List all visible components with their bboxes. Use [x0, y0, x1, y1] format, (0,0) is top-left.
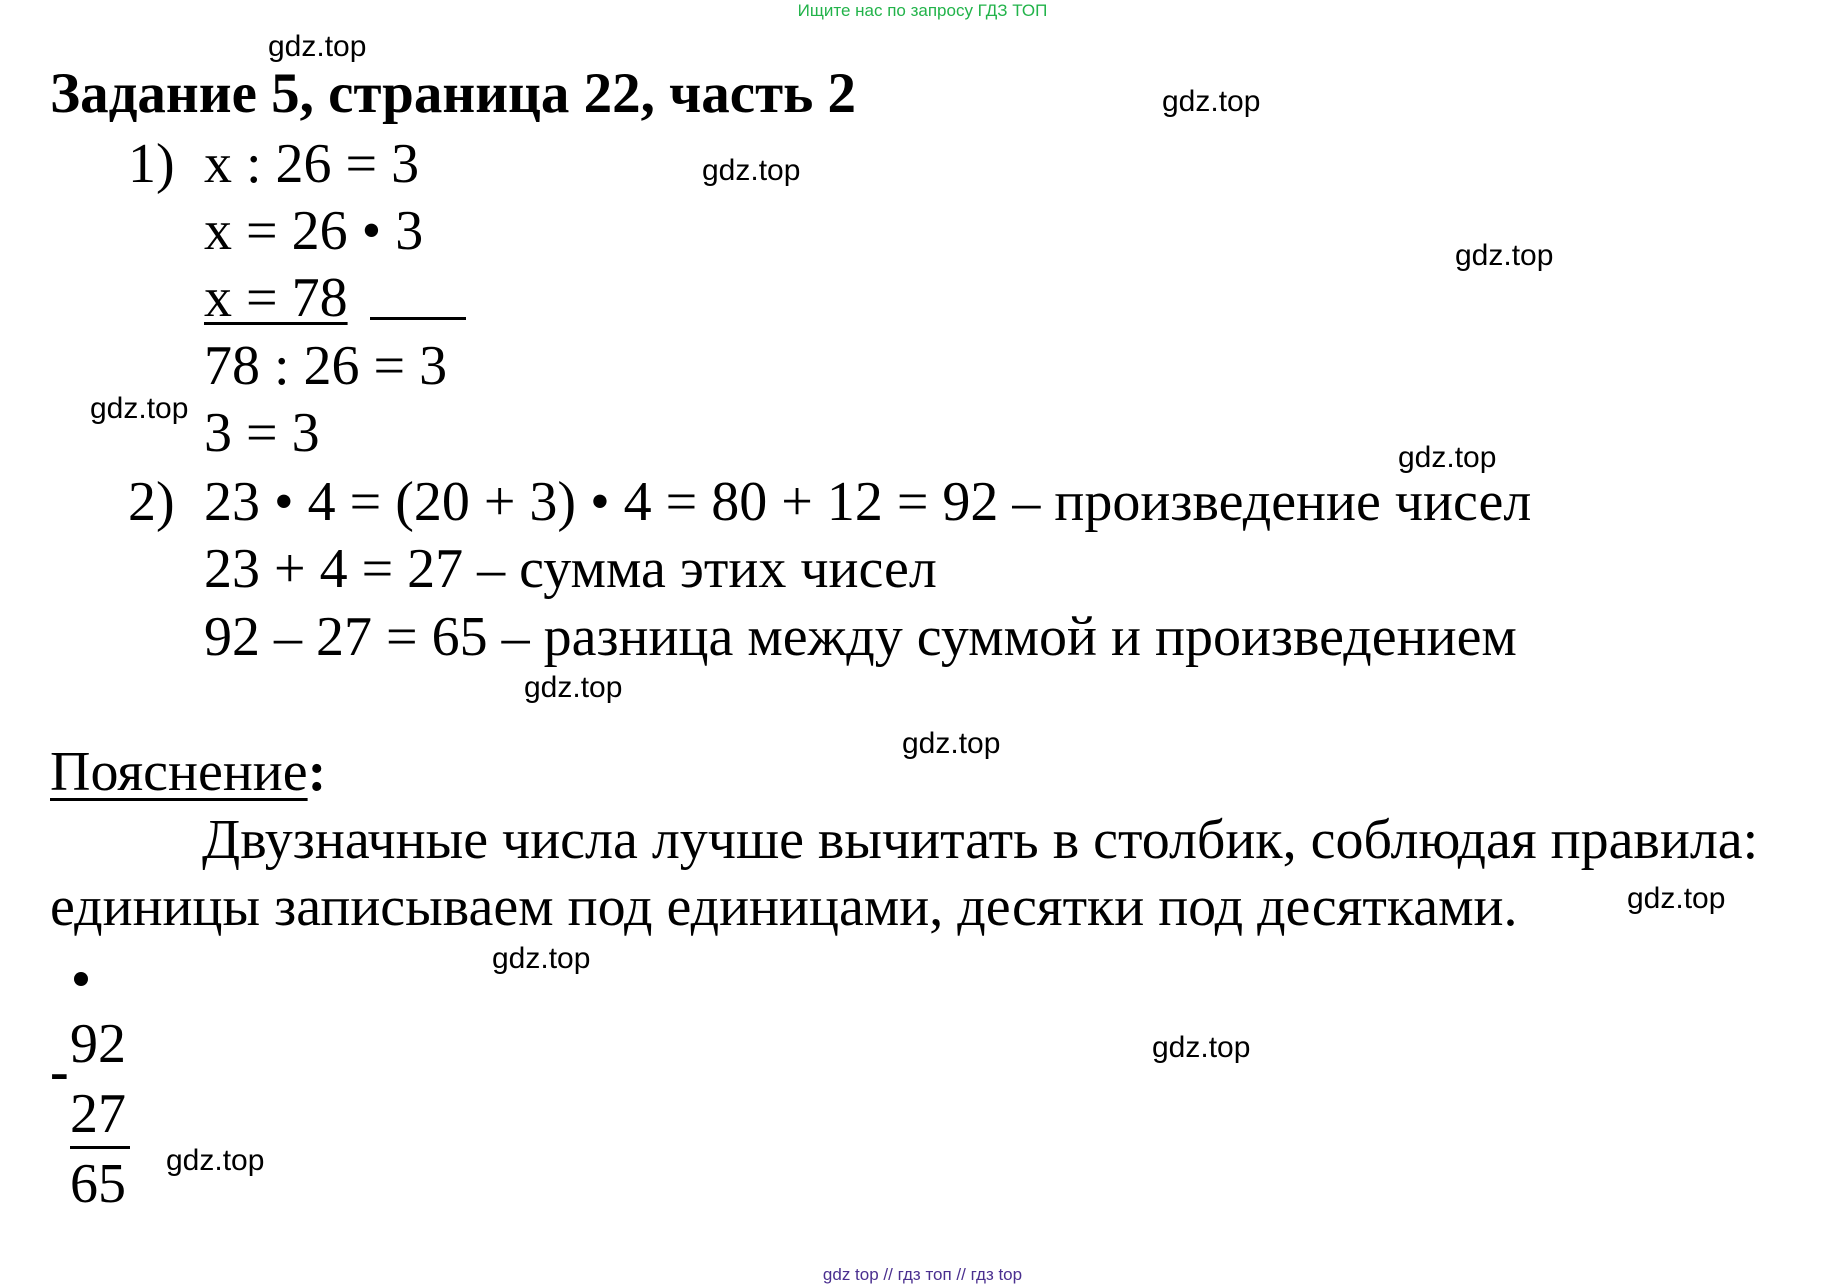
watermark-text: gdz.top [902, 727, 1001, 760]
part1-line-2: x = 26 • 3 [204, 200, 424, 262]
explanation-line-2: единицы записываем под единицами, десятки под десятками. [50, 876, 1518, 938]
part1-marker: 1) [128, 133, 175, 195]
part1-line-1: x : 26 = 3 [204, 133, 420, 195]
watermark-text: gdz.top [1398, 441, 1497, 474]
column-result-line [70, 1146, 130, 1149]
part1-line-3-text: x = 78 [204, 267, 348, 329]
explanation-heading [50, 740, 326, 804]
task-title: Задание 5, страница 22, часть 2 [50, 62, 856, 125]
top-banner[interactable]: Ищите нас по запросу ГДЗ ТОП [797, 1, 1048, 20]
bullet-dot-icon [74, 972, 88, 986]
watermark-text: gdz.top [1455, 239, 1554, 272]
part1-line-4: 78 : 26 = 3 [204, 335, 448, 397]
check-underline [370, 317, 466, 320]
column-minus-sign: - [50, 1041, 69, 1103]
watermark-text: gdz.top [492, 942, 591, 975]
watermark-text: gdz.top [1627, 882, 1726, 915]
watermark-text: gdz.top [166, 1144, 265, 1177]
explanation-heading-colon: : [307, 741, 327, 803]
explanation-line-1: Двузначные числа лучше вычитать в столбик, соблюдая правила: [202, 809, 1759, 871]
part2-line-3: 92 – 27 = 65 – разница между суммой и произведением [204, 606, 1517, 668]
explanation-heading-label: Пояснение [50, 741, 308, 803]
watermark-text: gdz.top [90, 392, 189, 425]
part2-line-1: 23 • 4 = (20 + 3) • 4 = 80 + 12 = 92 – произведение чисел [204, 471, 1532, 533]
watermark-text: gdz.top [524, 671, 623, 704]
part2-marker: 2) [128, 471, 175, 533]
column-minuend: 92 [70, 1013, 126, 1075]
part1-line-3 [204, 266, 348, 330]
footer-links[interactable]: gdz top // гдз топ // гдз top [822, 1265, 1023, 1284]
part2-line-2: 23 + 4 = 27 – сумма этих чисел [204, 538, 937, 600]
column-subtrahend: 27 [70, 1083, 126, 1145]
watermark-text: gdz.top [1152, 1031, 1251, 1064]
part1-line-5: 3 = 3 [204, 402, 320, 464]
column-result: 65 [70, 1153, 126, 1215]
watermark-text: gdz.top [1162, 85, 1261, 118]
watermark-text: gdz.top [702, 154, 801, 187]
watermark-text: gdz.top [268, 30, 367, 63]
